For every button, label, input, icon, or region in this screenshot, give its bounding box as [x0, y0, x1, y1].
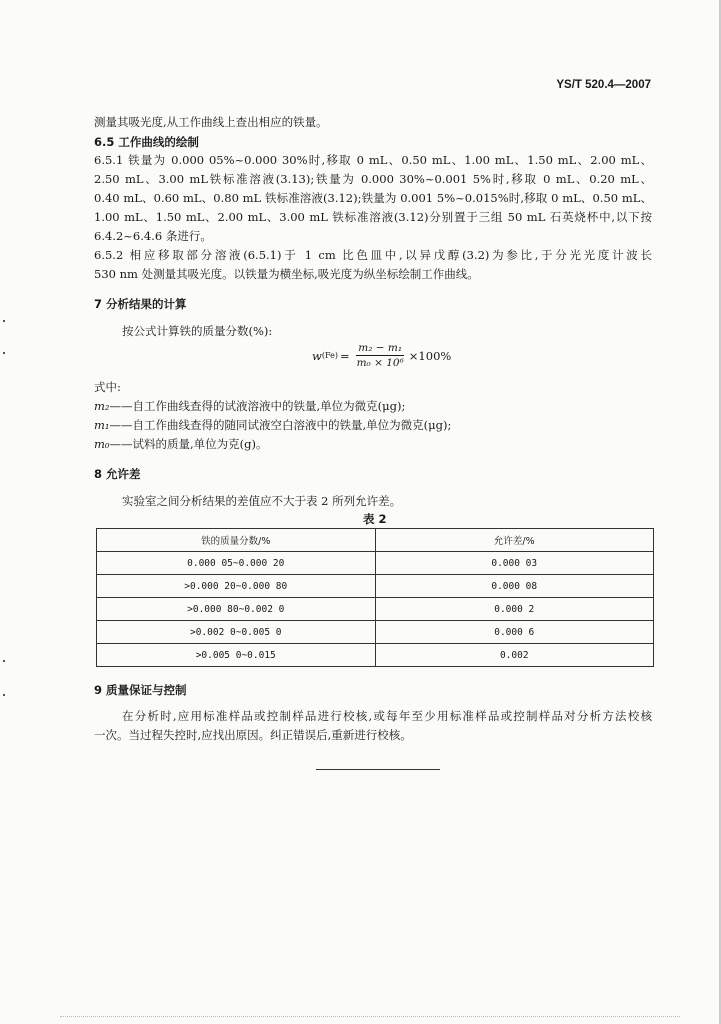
- table-cell: 0.000 2: [375, 598, 654, 621]
- para-6-5-1-line: 0.40 mL、0.60 mL、0.80 mL 铁标准溶液(3.12);铁量为 0.001 5%~0.015%时,移取 0 mL、0.50 mL、: [94, 191, 652, 205]
- tolerance-table: [96, 528, 654, 667]
- table-header: 允许差/%: [375, 529, 654, 552]
- scan-artifact: [3, 694, 5, 696]
- scan-artifact: [3, 352, 5, 354]
- scan-artifact: [3, 660, 5, 662]
- definition-text: ——自工作曲线查得的试液溶液中的铁量,单位为微克(μg);: [109, 399, 406, 413]
- definition-text: ——试料的质量,单位为克(g)。: [109, 437, 268, 451]
- formula-numerator: m₂ − m₁: [358, 342, 403, 354]
- table-cell: >0.002 0~0.005 0: [97, 621, 376, 644]
- table-cell: 0.002: [375, 644, 654, 667]
- symbol: m₂: [94, 399, 110, 413]
- section-7-intro: 按公式计算铁的质量分数(%):: [122, 324, 273, 338]
- table-header-row: [97, 529, 654, 552]
- scan-artifact: [60, 1016, 680, 1017]
- table-row: [97, 621, 654, 644]
- table-caption: 表 2: [363, 512, 387, 526]
- table-row: [97, 598, 654, 621]
- section-9-heading: 9 质量保证与控制: [94, 683, 187, 697]
- formula-lhs-subscript: (Fe): [321, 351, 338, 360]
- formula-lhs: w: [312, 348, 322, 363]
- where-label: 式中:: [94, 380, 121, 394]
- section-9-line: 一次。当过程失控时,应找出原因。纠正错误后,重新进行校核。: [94, 728, 412, 742]
- section-9-line: 在分析时,应用标准样品或控制样品进行校核,或每年至少用标准样品或控制样品对分析方法校核: [122, 709, 652, 723]
- intro-line: 测量其吸光度,从工作曲线上查出相应的铁量。: [94, 115, 328, 129]
- definition-text: ——自工作曲线查得的随同试液空白溶液中的铁量,单位为微克(μg);: [109, 418, 452, 432]
- para-6-5-1-line: 6.4.2~6.4.6 条进行。: [94, 229, 212, 243]
- para-6-5-1-line: 1.00 mL、1.50 mL、2.00 mL、3.00 mL 铁标准溶液(3.12)分别置于三组 50 mL 石英烧杯中,以下按: [94, 210, 652, 224]
- end-rule: [316, 769, 440, 770]
- formula-denominator: m₀ × 10⁶: [356, 357, 404, 369]
- definition-m0: [94, 437, 268, 451]
- formula-tail: ×100%: [408, 348, 452, 363]
- table-cell: 0.000 6: [375, 621, 654, 644]
- table-cell: 0.000 03: [375, 552, 654, 575]
- para-6-5-2-line: 6.5.2 相应移取部分溶液(6.5.1)于 1 cm 比色皿中,以异戊醇(3.2)为参比,于分光光度计波长: [94, 248, 652, 262]
- formula-fraction: [355, 342, 406, 369]
- symbol: m₁: [94, 418, 110, 432]
- para-6-5-1-line: 2.50 mL、3.00 mL铁标准溶液(3.13);铁量为 0.000 30%~0.001 5%时,移取 0 mL、0.20 mL、: [94, 172, 652, 186]
- table-cell: 0.000 08: [375, 575, 654, 598]
- para-6-5-1-line: 6.5.1 铁量为 0.000 05%~0.000 30%时,移取 0 mL、0.50 mL、1.00 mL、1.50 mL、2.00 mL、: [94, 153, 652, 167]
- table-row: [97, 575, 654, 598]
- section-8-heading: 8 允许差: [94, 467, 141, 481]
- table-row: [97, 552, 654, 575]
- section-7-heading: 7 分析结果的计算: [94, 297, 187, 311]
- table-row: [97, 644, 654, 667]
- table-cell: 0.000 05~0.000 20: [97, 552, 376, 575]
- table-cell: >0.000 80~0.002 0: [97, 598, 376, 621]
- table-cell: >0.000 20~0.000 80: [97, 575, 376, 598]
- definition-m1: [94, 418, 451, 432]
- section-8-text: 实验室之间分析结果的差值应不大于表 2 所列允许差。: [122, 494, 402, 508]
- formula-equals: =: [339, 348, 350, 363]
- definition-m2: [94, 399, 405, 413]
- standard-number: YS/T 520.4—2007: [556, 79, 651, 91]
- mass-fraction-formula: [312, 342, 451, 369]
- section-6-5-heading: 6.5 工作曲线的绘制: [94, 135, 199, 149]
- scan-artifact: [3, 320, 5, 322]
- para-6-5-2-line: 530 nm 处测量其吸光度。以铁量为横坐标,吸光度为纵坐标绘制工作曲线。: [94, 267, 479, 281]
- symbol: m₀: [94, 437, 110, 451]
- table-header: 铁的质量分数/%: [97, 529, 376, 552]
- table-cell: >0.005 0~0.015: [97, 644, 376, 667]
